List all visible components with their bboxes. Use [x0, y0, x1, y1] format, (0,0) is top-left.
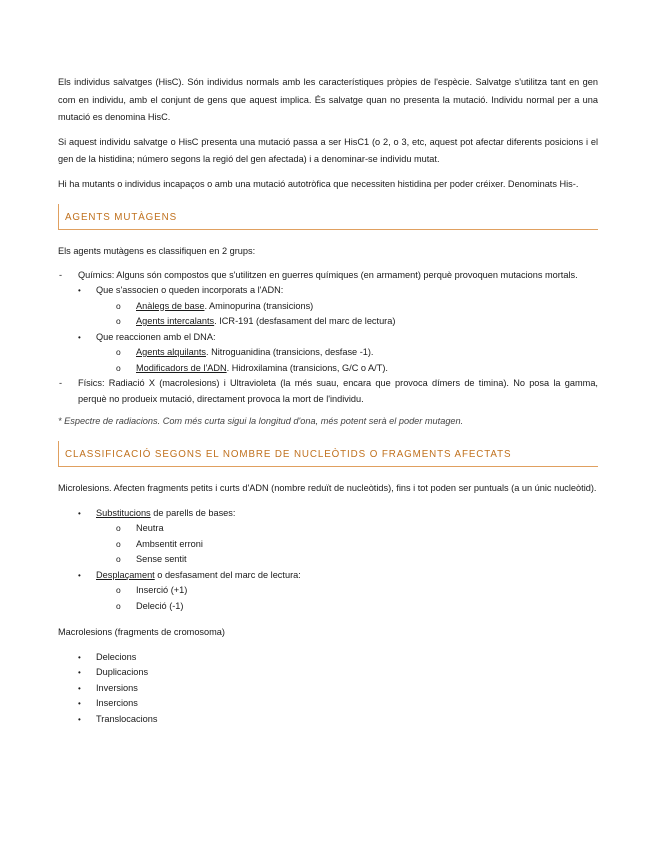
circle-marker: o	[116, 554, 121, 564]
intercalants-desc: . ICR-191 (desfasament del marc de lectura)	[214, 316, 396, 326]
document-page	[58, 74, 598, 727]
list-item-inversions	[58, 681, 598, 697]
list-item-substitucions	[58, 506, 598, 522]
list-item-sense-sentit	[58, 552, 598, 568]
bullet-marker: •	[78, 332, 81, 342]
intro-paragraph-3: Hi ha mutants o individus incapaços o amb una mutació autotròfica que necessiten histidina per poder créixer. Denominats His-.	[58, 178, 579, 189]
circle-marker: o	[116, 523, 121, 533]
bullet-marker: •	[78, 652, 81, 662]
bullet-marker: •	[78, 683, 81, 693]
alquilants-term: Agents alquilants	[136, 347, 206, 357]
associen-text: Que s'associen o queden incorporats a l'ADN:	[96, 285, 284, 295]
list-item-fisics	[58, 376, 598, 407]
list-item-translocacions	[58, 712, 598, 728]
substitucions-sublist	[58, 521, 598, 568]
list-item-intercalants	[58, 314, 598, 330]
dash-marker: -	[59, 269, 63, 280]
list-item-modificadors	[58, 361, 598, 377]
quimics-text: Químics: Alguns són compostos que s'utilitzen en guerres químiques (en armament) perquè provoquen mutacions mortals.	[78, 269, 578, 280]
ambsentit-text: Ambsentit erroni	[136, 538, 203, 549]
quimics-sublist-2	[58, 330, 598, 346]
macrolesions-list	[58, 650, 598, 728]
list-item-delecions	[58, 650, 598, 666]
agents-lead-text: Els agents mutàgens es classifiquen en 2 grups:	[58, 246, 256, 256]
sense-sentit-text: Sense sentit	[136, 554, 187, 564]
list-item-associen	[58, 283, 598, 299]
bullet-marker: •	[78, 570, 81, 580]
duplicacions-text: Duplicacions	[96, 667, 149, 677]
list-item-alquilants	[58, 345, 598, 361]
desplacament-term: Desplaçament	[96, 569, 155, 580]
list-item-insercio	[58, 583, 598, 599]
list-item-duplicacions	[58, 665, 598, 681]
list-item-analegs	[58, 299, 598, 315]
list-item-reaccionen	[58, 330, 598, 346]
desplacament-sublist	[58, 583, 598, 614]
list-item-insercions	[58, 696, 598, 712]
delecio-text: Deleció (-1)	[136, 600, 184, 611]
translocacions-text: Translocacions	[96, 713, 158, 724]
circle-marker: o	[116, 316, 121, 326]
intro-paragraph-2: Si aquest individu salvatge o HisC presenta una mutació passa a ser HisC1 (o 2, o 3, etc, aquest pot afectar diferents posicions i el gen de la histidina; número segons la regió del gen afectada) i a denominar-se individu mutat.	[58, 136, 598, 164]
section-heading-agents-mutagens: AGENTS MUTÀGENS	[58, 204, 598, 230]
list-item-delecio	[58, 599, 598, 615]
modificadors-desc: . Hidroxilamina (transicions, G/C o A/T).	[226, 362, 388, 373]
associen-sublist	[58, 299, 598, 330]
analegs-desc: . Aminopurina (transicions)	[204, 300, 314, 311]
agents-list-2	[58, 376, 598, 407]
bullet-marker: •	[78, 668, 81, 677]
radiation-note: * Espectre de radiacions. Com més curta sigui la longitud d'ona, més potent serà el poder mutagen.	[58, 416, 464, 426]
inversions-text: Inversions	[96, 682, 138, 693]
microlesions-list	[58, 506, 598, 522]
circle-marker: o	[116, 600, 121, 611]
desplacament-desc: o desfasament del marc de lectura:	[154, 569, 301, 580]
alquilants-desc: . Nitroguanidina (transicions, desfase -1).	[205, 347, 374, 357]
substitucions-term: Substitucions	[96, 507, 151, 518]
list-item-desplacament	[58, 568, 598, 584]
list-item-neutra	[58, 521, 598, 537]
reaccionen-text: Que reaccionen amb el DNA:	[96, 331, 216, 342]
list-item-ambsentit	[58, 537, 598, 553]
insercions-text: Insercions	[96, 698, 138, 708]
modificadors-term: Modificadors de l'ADN	[136, 362, 227, 373]
intro-paragraph-1: Els individus salvatges (HisC). Són individus normals amb les característiques pròpies de l'espècie. Salvatge s'utilitza tant en gen com en individu, amb el conjunt de gens que aquest implica. És salvatge quan no presenta la mutació. Individu normal per a una mutació es denomina HisC.	[58, 77, 598, 122]
circle-marker: o	[116, 362, 121, 373]
neutra-text: Neutra	[136, 523, 164, 533]
circle-marker: o	[116, 585, 121, 595]
microlesions-text: Microlesions. Afecten fragments petits i curts d'ADN (nombre reduït de nucleòtids), fins i tot poden ser puntuals (a un únic nucleòtid).	[58, 483, 597, 493]
bullet-marker: •	[78, 286, 81, 295]
list-item-quimics	[58, 268, 598, 284]
agents-list	[58, 268, 598, 284]
fisics-text: Físics: Radiació X (macrolesions) i Ultravioleta (la més suau, encara que provoca dímers de timina). No posa la gamma, perquè no produeix mutació, directament provoca la mort de l'individu.	[78, 378, 598, 404]
reaccionen-sublist	[58, 345, 598, 376]
dash-marker: -	[59, 378, 63, 388]
circle-marker: o	[116, 300, 121, 311]
macrolesions-text: Macrolesions (fragments de cromosoma)	[58, 627, 225, 637]
insercio-text: Inserció (+1)	[136, 585, 188, 595]
bullet-marker: •	[78, 699, 81, 708]
microlesions-list-2	[58, 568, 598, 584]
quimics-sublist	[58, 283, 598, 299]
substitucions-desc: de parells de bases:	[150, 507, 236, 518]
section-heading-classificacio: CLASSIFICACIÓ SEGONS EL NOMBRE DE NUCLEÒTIDS O FRAGMENTS AFECTATS	[58, 441, 598, 467]
circle-marker: o	[116, 347, 121, 357]
bullet-marker: •	[78, 714, 81, 724]
bullet-marker: •	[78, 508, 81, 518]
intercalants-term: Agents intercalants	[136, 316, 215, 326]
delecions-text: Delecions	[96, 651, 137, 662]
circle-marker: o	[116, 538, 121, 549]
analegs-term: Anàlegs de base	[136, 300, 205, 311]
